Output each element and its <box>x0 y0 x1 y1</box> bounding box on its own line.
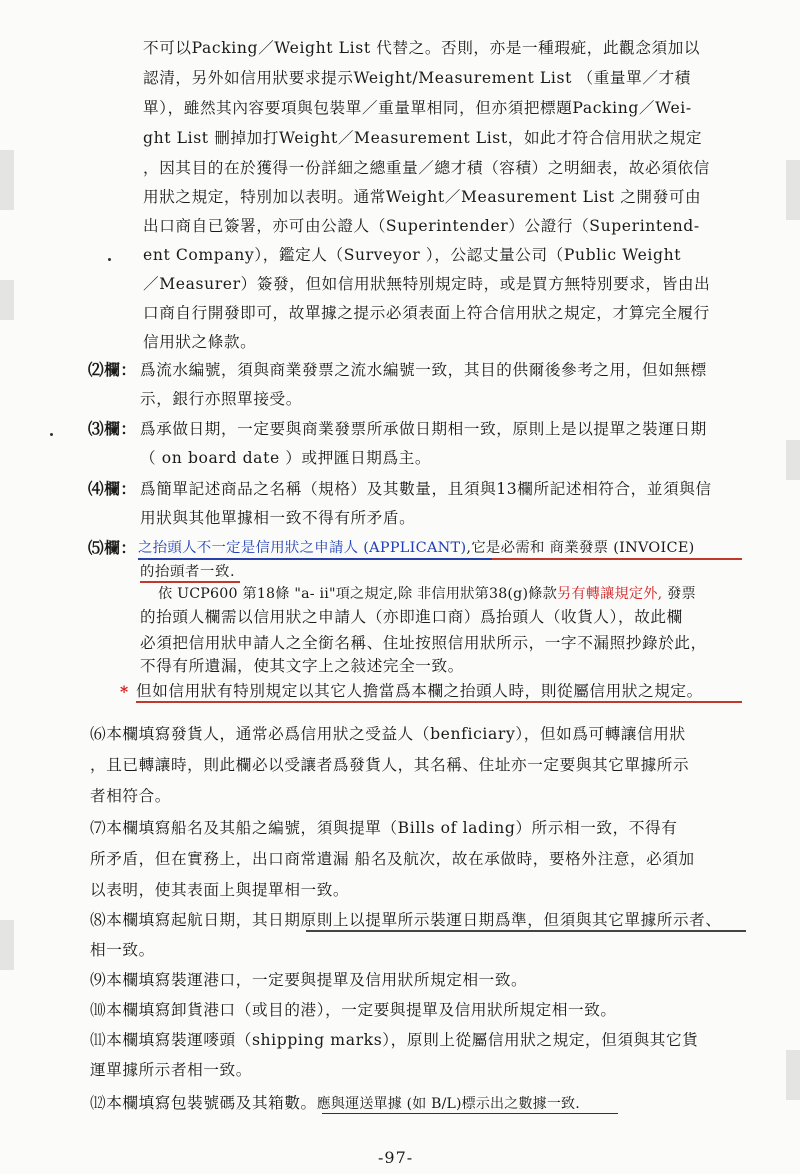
body-line: 認清，另外如信用狀要求提示Weight/Measurement List （重量單／才積 <box>143 69 691 87</box>
scan-edge-mark <box>0 920 14 970</box>
item-2-text: 爲流水編號，須與商業發票之流水編號一致，其目的供爾後參考之用，但如無標 <box>140 361 707 379</box>
item-3-text: 爲承做日期，一定要與商業發票所承做日期相一致，原則上是以提單之裝運日期 <box>140 420 707 438</box>
item-5-text: 除 非信用狀第38(g)條款 <box>397 586 557 602</box>
item-5-text: 發票 <box>662 586 696 602</box>
body-line: ent Company），鑑定人（Surveyor ），公認丈量公司（Public Weight <box>143 246 682 264</box>
pencil-underline <box>306 930 746 932</box>
item-5-label: ⑸欄： <box>88 538 137 557</box>
blue-underline <box>138 558 492 560</box>
item-8-text: ⑻本欄填寫起航日期，其日期原則上以提單所示裝運日期爲準，但須與其它單據所示者、 <box>90 911 722 929</box>
scan-edge-mark <box>786 440 800 480</box>
red-underline <box>492 558 742 560</box>
asterisk-mark: * <box>120 682 129 701</box>
item-2-label: ⑵欄： <box>88 360 137 379</box>
scan-dot <box>50 433 53 436</box>
item-6-text: 者相符合。 <box>90 787 171 805</box>
body-line: ght List 刪掉加打Weight／Measurement List，如此才符合信用狀之規定 <box>143 129 703 147</box>
body-line: 口商自行開發即可，故單據之提示必須表面上符合信用狀之規定，才算完全履行 <box>143 304 710 322</box>
item-10-text: ⑽本欄填寫卸貨港口（或目的港），一定要與提單及信用狀所規定相一致。 <box>90 1001 617 1019</box>
item-11-text: ⑾本欄填寫裝運嘜頭（shipping marks），原則上從屬信用狀之規定，但須與其它貨 <box>90 1031 699 1049</box>
scan-edge-mark <box>0 280 14 320</box>
red-underline <box>140 581 240 583</box>
item-7-text: 以表明，使其表面上與提單相一致。 <box>90 881 350 899</box>
item-5-text: 的抬頭者一致. <box>140 564 236 580</box>
item-5-text: 不得有所遺漏，使其文字上之敍述完全一致。 <box>140 657 464 675</box>
item-12-annotation: 應與運送單據 (如 B/L)標示出之數據一致. <box>316 1096 580 1112</box>
item-3-text: （ on board date ）或押匯日期爲主。 <box>140 449 432 467</box>
item-5-text: 但如信用狀有特別規定以其它人擔當爲本欄之抬頭人時，則從屬信用狀之規定。 <box>136 682 703 700</box>
body-line: ，因其目的在於獲得一份詳細之總重量／總才積（容積）之明細表，故必須依信 <box>143 159 710 177</box>
body-line: ／Measurer）簽發，但如信用狀無特別規定時，或是買方無特別要求，皆由出 <box>143 275 711 293</box>
item-3-label: ⑶欄： <box>88 419 137 438</box>
item-12-text: ⑿本欄填寫包裝號碼及其箱數。 <box>90 1094 317 1112</box>
annotation-underline <box>322 1113 618 1114</box>
red-underline <box>136 701 742 703</box>
item-5-red-text: 另有轉讓規定外, <box>556 586 663 602</box>
item-6-text: ，且已轉讓時，則此欄必以受讓者爲發貨人，其名稱、住址亦一定要與其它單據所示 <box>90 756 690 774</box>
item-7-text: 所矛盾，但在實務上，出口商常遺漏 船名及航次，故在承做時，要格外注意，必須加 <box>90 850 695 868</box>
scan-dot <box>108 258 111 261</box>
item-6-text: ⑹本欄填寫發貨人，通常必爲信用狀之受益人（benficiary），但如爲可轉讓信用狀 <box>90 725 686 743</box>
scan-edge-mark <box>786 160 800 220</box>
body-line: 出口商自已簽署，亦可由公證人（Superintender）公證行（Superintend- <box>143 217 700 235</box>
item-11-text: 運單據所示者相一致。 <box>90 1061 252 1079</box>
item-9-text: ⑼本欄填寫裝運港口，一定要與提單及信用狀所規定相一致。 <box>90 971 528 989</box>
body-line: 不可以Packing／Weight List 代替之。否則，亦是一種瑕疵，此觀念須加以 <box>143 39 701 57</box>
item-5-text: 的抬頭人欄需以信用狀之申請人（亦即進口商）爲抬頭人（收貨人），故此欄 <box>140 608 683 626</box>
item-7-text: ⑺本欄填寫船名及其船之編號，須與提單（Bills of lading）所示相一致，不得有 <box>90 819 678 837</box>
scan-edge-mark <box>786 1050 800 1100</box>
item-5-text: ,它是必需和 商業發票 (INVOICE) <box>466 540 695 556</box>
page-number: -97- <box>378 1148 414 1167</box>
body-line: 信用狀之條款。 <box>143 333 257 351</box>
item-5-text: 必須把信用狀申請人之全銜名稱、住址按照信用狀所示，一字不漏照抄錄於此， <box>140 634 707 652</box>
item-2-text: 示，銀行亦照單接受。 <box>140 390 302 408</box>
body-line: 用狀之規定，特別加以表明。通常Weight／Measurement List 之開發可由 <box>143 188 702 206</box>
item-4-text: 爲簡單記述商品之名稱（規格）及其數量，且須與13欄所記述相符合，並須與信 <box>140 480 712 498</box>
item-4-text: 用狀與其他單據相一致不得有所矛盾。 <box>140 509 416 527</box>
item-5-text: 依 UCP600 第18條 "a- ii"項之規定, <box>158 586 398 602</box>
item-5-highlighted-text: 之抬頭人不一定是信用狀之申請人 (APPLICANT) <box>138 540 467 556</box>
item-8-text: 相一致。 <box>90 941 155 959</box>
scan-edge-mark <box>0 150 14 210</box>
body-line: 單），雖然其內容要項與包裝單／重量單相同，但亦須把標題Packing／Wei- <box>143 99 692 117</box>
item-4-label: ⑷欄： <box>88 479 137 498</box>
